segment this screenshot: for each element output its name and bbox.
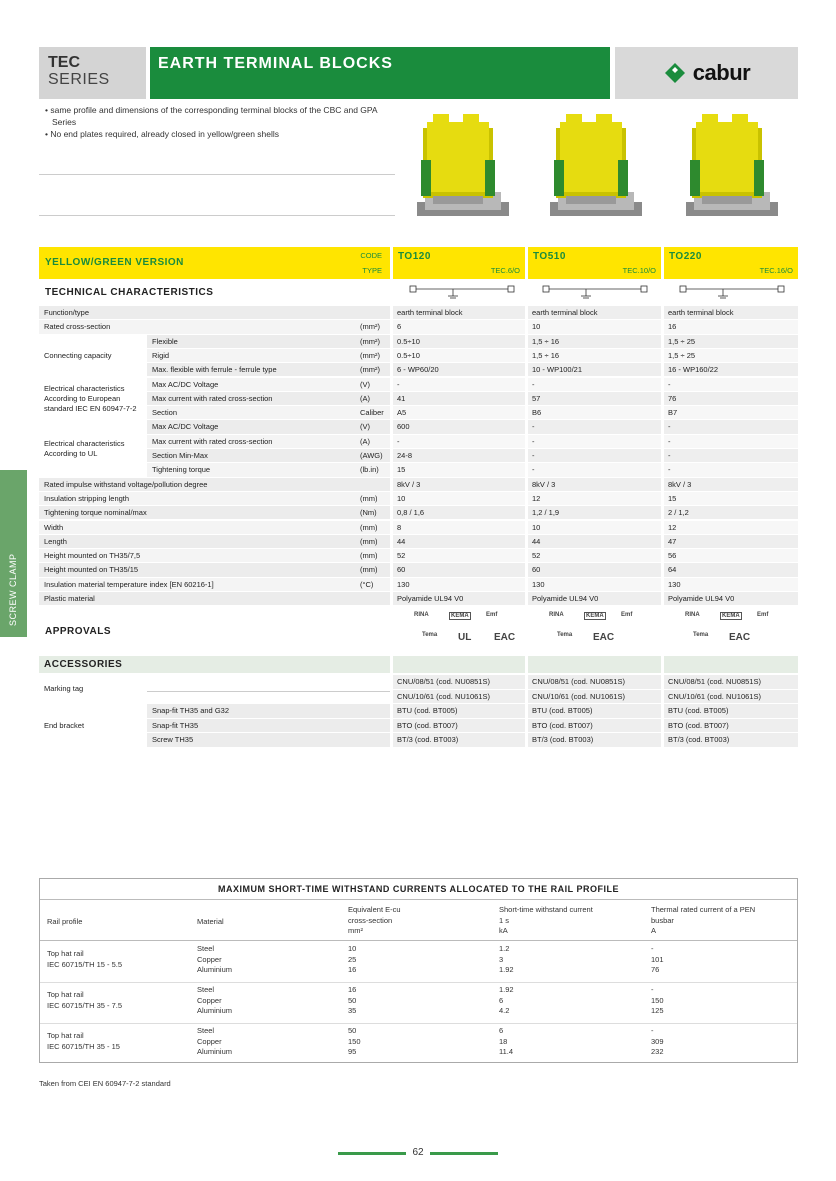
tech-row-label: Rated cross-section (44, 322, 111, 332)
accessory-value: BT/3 (cod. BT003) (397, 735, 459, 744)
tech-row-label: Plastic material (44, 594, 95, 603)
tech-row-label: Max current with rated cross-section (152, 393, 273, 403)
tech-row-value: 52 (397, 551, 406, 561)
feature-list (44, 104, 389, 140)
accessory-value: CNU/08/51 (cod. NU0851S) (397, 677, 490, 686)
feature-item: • No end plates required, already closed in yellow/green shells (45, 129, 280, 139)
tech-row-value: - (668, 379, 671, 389)
product-image-to120 (413, 110, 523, 222)
end-bracket-label: End bracket (44, 721, 85, 730)
tech-row-value: 41 (397, 393, 406, 403)
tech-row-label: Section Min-Max (152, 451, 208, 460)
tech-row-value: 16 - WP160/22 (668, 365, 719, 375)
footnote: Taken from CEI EN 60947-7-2 standard (39, 1079, 171, 1088)
earth-symbol-icon (408, 283, 518, 303)
tech-row-value: - (668, 422, 671, 432)
col-header: Thermal rated current of a PEN busbar A (651, 905, 756, 935)
tech-row-value: 64 (668, 565, 677, 575)
tech-row-unit: (A) (360, 393, 370, 403)
approval-logo: Tema (422, 632, 438, 638)
tech-row-value: 8 (397, 522, 402, 532)
tech-row-value: 10 (397, 493, 406, 503)
approval-logo: RINA (549, 612, 564, 618)
tech-row-value: 1,5 ÷ 16 (532, 350, 560, 360)
tech-row-value: 130 (668, 579, 681, 589)
tech-row-value: 12 (532, 493, 541, 503)
accessory-value: BTO (cod. BT007) (532, 720, 593, 730)
code-label: CODE (360, 251, 382, 260)
rail-profile-name: Top hat rail IEC 60715/TH 35 - 15 (47, 1031, 120, 1051)
cabur-logo-icon (663, 61, 689, 85)
tech-row-label: Length (44, 536, 67, 546)
product-image-to510 (546, 110, 656, 222)
tech-row-value: 10 (532, 322, 541, 332)
divider (39, 174, 395, 175)
divider (39, 215, 395, 216)
product-type: TEC.10/O (622, 266, 656, 275)
accessory-value: CNU/08/51 (cod. NU0851S) (532, 677, 625, 686)
product-code: TO220 (669, 251, 702, 262)
rail-table-value: Steel Copper Aluminium (197, 944, 233, 974)
tech-row-label: Max AC/DC Voltage (152, 422, 219, 432)
tech-row-unit: (mm) (360, 551, 378, 561)
accessory-value: CNU/10/61 (cod. NU1061S) (532, 691, 625, 701)
approval-logo: Emf (486, 612, 498, 618)
type-label: TYPE (362, 266, 382, 275)
tech-row-value: - (397, 379, 400, 389)
series-label: SERIES (48, 71, 110, 88)
approval-logo: KEMA (722, 613, 740, 619)
tech-row-value: Polyamide UL94 V0 (532, 594, 599, 603)
tech-row-value: 6 - WP60/20 (397, 365, 439, 375)
marking-tag-label: Marking tag (44, 684, 84, 693)
side-tab (0, 470, 27, 637)
side-tab-label: SCREW CLAMP (8, 553, 18, 626)
accessories-header-col (393, 656, 525, 673)
series-box (39, 47, 146, 99)
accessory-value: BTO (cod. BT007) (668, 720, 729, 730)
tech-row-value: 600 (397, 422, 410, 432)
tech-row-unit: (V) (360, 379, 370, 389)
product-code: TO510 (533, 251, 566, 262)
tech-row-value: - (532, 465, 535, 475)
rail-table-value: - 150 125 (651, 985, 664, 1015)
tech-row-value: - (668, 436, 671, 446)
rail-table-value: 6 18 11.4 (499, 1026, 514, 1056)
tech-row-unit: (°C) (360, 579, 374, 589)
version-header (39, 247, 390, 279)
tech-row-value: 60 (397, 565, 406, 575)
tech-row-label: Tightening torque (152, 465, 211, 475)
column-header (664, 247, 798, 279)
rail-table-value: - 101 76 (651, 944, 664, 974)
tech-row-unit: (mm²) (360, 350, 380, 360)
rail-table-value: Steel Copper Aluminium (197, 1026, 233, 1056)
accessory-sub-label: Snap-fit TH35 and G32 (152, 706, 229, 715)
rail-profile-name: Top hat rail IEC 60715/TH 15 - 5.5 (47, 949, 123, 969)
approval-logo: RINA (414, 612, 429, 618)
accessory-value: BTU (cod. BT005) (668, 706, 729, 715)
accessories-header-col (528, 656, 661, 673)
tech-row-value: 1,5 ÷ 25 (668, 350, 696, 360)
tech-group-label: Connecting capacity (44, 351, 112, 361)
tech-row-value: B7 (668, 408, 678, 418)
series-code: TEC (48, 54, 80, 71)
col-header: Short-time withstand current 1 s kA (499, 905, 593, 935)
tech-row-value: 1,2 / 1,9 (532, 508, 560, 518)
rail-table-title: MAXIMUM SHORT-TIME WITHSTAND CURRENTS ALLOCATED TO THE RAIL PROFILE (218, 884, 619, 894)
tech-group-label: Electrical characteristics According to European standard IEC EN 60947-7-2 (44, 383, 137, 413)
tech-row-value: - (532, 451, 535, 460)
tech-row-value: 8kV / 3 (532, 479, 556, 489)
tech-row-value: 10 - WP100/21 (532, 365, 583, 375)
rail-profile-table (39, 878, 798, 1063)
col-header: Rail profile (47, 917, 83, 926)
brand-logo (615, 47, 798, 99)
tech-row-label: Height mounted on TH35/15 (44, 565, 139, 575)
tech-row-value: 0.5÷10 (397, 350, 420, 360)
tech-row-value: 44 (397, 536, 406, 546)
tech-row-unit: (mm²) (360, 365, 380, 375)
approvals-title: APPROVALS (45, 626, 111, 637)
earth-symbol-icon (541, 283, 651, 303)
product-code: TO120 (398, 251, 431, 262)
tech-row-label: Insulation stripping length (44, 493, 130, 503)
approval-logo: RINA (685, 612, 700, 618)
tech-row-value: A5 (397, 408, 407, 418)
approval-logo: Tema (557, 632, 573, 638)
tech-row-value: earth terminal block (397, 308, 463, 317)
rail-table-value: 16 50 35 (348, 985, 357, 1015)
tech-row-unit: (mm) (360, 536, 378, 546)
accessories-header-col (664, 656, 798, 673)
tech-row-value: 2 / 1,2 (668, 508, 689, 518)
tech-row-label: Height mounted on TH35/7,5 (44, 551, 141, 561)
column-header (393, 247, 525, 279)
tech-row-value: 1,5 ÷ 16 (532, 336, 560, 346)
approval-logo: UL (458, 632, 472, 643)
column-header (528, 247, 661, 279)
tech-row-label: Rated impulse withstand voltage/pollution degree (44, 479, 208, 489)
earth-symbol-icon (678, 283, 788, 303)
tech-row-value: earth terminal block (532, 308, 598, 317)
accessory-value: BTU (cod. BT005) (532, 706, 593, 715)
accessories-title: ACCESSORIES (44, 659, 123, 670)
tech-row-value: 24-8 (397, 451, 413, 460)
approval-logo: Emf (621, 612, 633, 618)
tech-row-unit: (lb.in) (360, 465, 379, 475)
tech-row-label: Section (152, 408, 178, 418)
col-header: Equivalent E-cu cross-section mm² (348, 905, 401, 935)
tech-row-value: 47 (668, 536, 677, 546)
approval-logo: Tema (693, 632, 709, 638)
accessory-value: CNU/08/51 (cod. NU0851S) (668, 677, 761, 686)
tech-row-label: Max. flexible with ferrule - ferrule type (152, 365, 277, 375)
tech-row-label: Tightening torque nominal/max (44, 508, 147, 518)
tech-row-unit: (mm) (360, 493, 378, 503)
approval-logo: Emf (757, 612, 769, 618)
tech-row-value: 8kV / 3 (397, 479, 421, 489)
accessory-value: BT/3 (cod. BT003) (532, 735, 594, 744)
approval-logo: EAC (494, 632, 516, 643)
tech-row-value: - (532, 422, 535, 432)
rail-table-value: 10 25 16 (348, 944, 357, 974)
tech-row-value: 15 (397, 465, 406, 475)
tech-row-value: - (532, 436, 535, 446)
tech-row-unit: (V) (360, 422, 370, 432)
tech-row-value: 56 (668, 551, 677, 561)
tech-row-unit: (A) (360, 436, 370, 446)
rail-table-value: Steel Copper Aluminium (197, 985, 233, 1015)
tech-row-label: Insulation material temperature index [EN 60216-1] (44, 579, 214, 589)
page-number-text: 62 (412, 1147, 424, 1158)
rail-table-value: 1.92 6 4.2 (499, 985, 514, 1015)
tech-row-value: 0.5÷10 (397, 336, 420, 346)
feature-item: • same profile and dimensions of the corresponding terminal blocks of the CBC and GPA Series (45, 105, 378, 127)
accessory-value: BT/3 (cod. BT003) (668, 735, 730, 744)
tech-group-label: Electrical characteristics According to UL (44, 438, 125, 458)
tech-row-value: 60 (532, 565, 541, 575)
rail-table-value: 1.2 3 1.92 (499, 944, 514, 974)
tech-row-label: Function/type (44, 308, 90, 317)
accessory-sub-label: Snap-fit TH35 (152, 720, 199, 730)
approval-logo: KEMA (586, 613, 604, 619)
tech-row-unit: (mm) (360, 565, 378, 575)
tech-row-value: 15 (668, 493, 677, 503)
approval-logo: EAC (729, 632, 751, 643)
tech-row-label: Max AC/DC Voltage (152, 379, 219, 389)
tech-row-value: 0,8 / 1,6 (397, 508, 425, 518)
tech-row-value: - (668, 451, 671, 460)
tech-row-unit: (mm) (360, 522, 378, 532)
page-number (338, 1145, 498, 1161)
tech-row-value: 76 (668, 393, 677, 403)
tech-row-unit: (Nm) (360, 508, 377, 518)
tech-row-label: Flexible (152, 336, 178, 346)
tech-row-unit: (mm²) (360, 336, 380, 346)
tech-row-value: 8kV / 3 (668, 479, 692, 489)
tech-row-value: - (668, 465, 671, 475)
accessory-value: BTO (cod. BT007) (397, 720, 458, 730)
rail-profile-name: Top hat rail IEC 60715/TH 35 - 7.5 (47, 990, 123, 1010)
tech-row-value: Polyamide UL94 V0 (397, 594, 464, 603)
accessory-value: BTU (cod. BT005) (397, 706, 458, 715)
accessory-sub-label: Screw TH35 (152, 735, 194, 744)
tech-row-unit: Caliber (360, 408, 384, 418)
logo-text: cabur (692, 60, 751, 85)
tech-title: TECHNICAL CHARACTERISTICS (45, 287, 214, 298)
accessories-header (39, 656, 390, 673)
tech-row-label: Rigid (152, 350, 170, 360)
tech-row-value: 130 (397, 579, 410, 589)
tech-row-value: 52 (532, 551, 541, 561)
version-label: YELLOW/GREEN VERSION (45, 257, 184, 268)
page-title: EARTH TERMINAL BLOCKS (150, 47, 610, 99)
tech-row-unit: (AWG) (360, 451, 383, 460)
tech-row-value: 57 (532, 393, 541, 403)
tech-row-value: 12 (668, 522, 677, 532)
approval-logo: KEMA (451, 613, 469, 619)
product-image-to220 (682, 110, 792, 222)
tech-row-value: 44 (532, 536, 541, 546)
tech-row-value: - (532, 379, 535, 389)
tech-row-value: 6 (397, 322, 402, 332)
product-type: TEC.6/O (490, 266, 520, 275)
tech-row-value: 130 (532, 579, 545, 589)
accessory-value: CNU/10/61 (cod. NU1061S) (668, 691, 761, 701)
tech-row-value: - (397, 436, 400, 446)
tech-row-unit: (mm²) (360, 322, 380, 332)
rail-table-value: - 309 232 (651, 1026, 664, 1056)
product-type: TEC.16/O (759, 266, 793, 275)
tech-row-value: earth terminal block (668, 308, 734, 317)
approval-logo: EAC (593, 632, 615, 643)
tech-row-value: 1,5 ÷ 25 (668, 336, 696, 346)
tech-row-value: 10 (532, 522, 541, 532)
accessory-value: CNU/10/61 (cod. NU1061S) (397, 691, 490, 701)
col-header: Material (197, 917, 224, 926)
tech-row-value: 16 (668, 322, 677, 332)
tech-row-label: Width (44, 522, 64, 532)
tech-row-value: Polyamide UL94 V0 (668, 594, 735, 603)
rail-table-value: 50 150 95 (348, 1026, 361, 1056)
tech-row-label: Max current with rated cross-section (152, 436, 273, 446)
tech-row-value: B6 (532, 408, 542, 418)
